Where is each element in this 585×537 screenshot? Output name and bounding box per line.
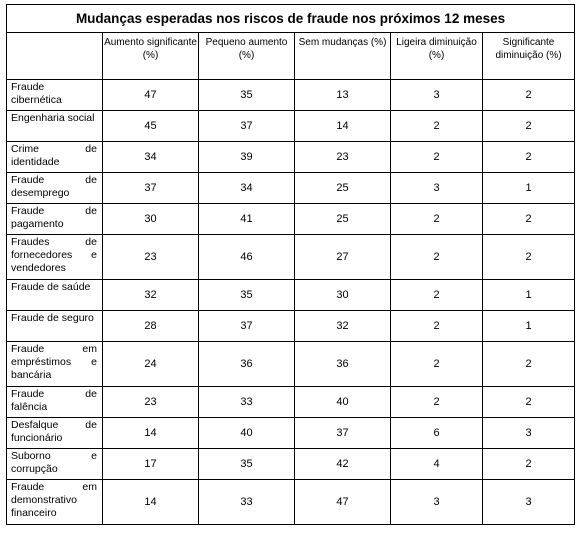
cell-value: 2 bbox=[391, 111, 483, 142]
cell-value: 2 bbox=[391, 142, 483, 173]
header-sem-mudancas: Sem mudanças (%) bbox=[295, 33, 391, 80]
cell-value: 2 bbox=[483, 142, 575, 173]
cell-value: 2 bbox=[483, 342, 575, 387]
table-row bbox=[7, 311, 575, 342]
cell-value: 14 bbox=[103, 418, 199, 449]
cell-value: 37 bbox=[103, 173, 199, 204]
cell-value: 33 bbox=[199, 387, 295, 418]
cell-value: 35 bbox=[199, 280, 295, 311]
row-label: Fraude em demonstrativo financeiro bbox=[7, 480, 103, 525]
table-row bbox=[7, 418, 575, 449]
fraud-risk-table bbox=[6, 4, 575, 525]
cell-value: 36 bbox=[295, 342, 391, 387]
table-body bbox=[7, 80, 575, 525]
header-row bbox=[7, 33, 575, 80]
cell-value: 17 bbox=[103, 449, 199, 480]
cell-value: 28 bbox=[103, 311, 199, 342]
cell-value: 3 bbox=[483, 418, 575, 449]
table-row bbox=[7, 480, 575, 525]
cell-value: 32 bbox=[103, 280, 199, 311]
cell-value: 2 bbox=[391, 311, 483, 342]
cell-value: 24 bbox=[103, 342, 199, 387]
cell-value: 3 bbox=[391, 173, 483, 204]
cell-value: 2 bbox=[483, 387, 575, 418]
cell-value: 1 bbox=[483, 311, 575, 342]
cell-value: 1 bbox=[483, 173, 575, 204]
cell-value: 47 bbox=[295, 480, 391, 525]
table-row bbox=[7, 387, 575, 418]
row-label: Fraude em empréstimos e bancária bbox=[7, 342, 103, 387]
cell-value: 32 bbox=[295, 311, 391, 342]
cell-value: 41 bbox=[199, 204, 295, 235]
row-label: Fraude de seguro bbox=[7, 311, 103, 342]
cell-value: 36 bbox=[199, 342, 295, 387]
row-label: Crime de identidade bbox=[7, 142, 103, 173]
cell-value: 37 bbox=[199, 311, 295, 342]
header-ligeira-diminuicao: Ligeira diminuição (%) bbox=[391, 33, 483, 80]
cell-value: 2 bbox=[483, 80, 575, 111]
table-row bbox=[7, 449, 575, 480]
cell-value: 3 bbox=[391, 80, 483, 111]
header-pequeno-aumento: Pequeno aumento (%) bbox=[199, 33, 295, 80]
cell-value: 2 bbox=[391, 235, 483, 280]
row-label: Engenharia social bbox=[7, 111, 103, 142]
cell-value: 40 bbox=[199, 418, 295, 449]
row-label: Desfalque de funcionário bbox=[7, 418, 103, 449]
table-row bbox=[7, 173, 575, 204]
cell-value: 23 bbox=[295, 142, 391, 173]
cell-value: 27 bbox=[295, 235, 391, 280]
cell-value: 47 bbox=[103, 80, 199, 111]
row-label: Fraude de desemprego bbox=[7, 173, 103, 204]
row-label: Fraude cibernética bbox=[7, 80, 103, 111]
cell-value: 23 bbox=[103, 235, 199, 280]
header-corner bbox=[7, 33, 103, 80]
row-label: Suborno e corrupção bbox=[7, 449, 103, 480]
table-row bbox=[7, 80, 575, 111]
table-row bbox=[7, 204, 575, 235]
cell-value: 45 bbox=[103, 111, 199, 142]
cell-value: 33 bbox=[199, 480, 295, 525]
cell-value: 25 bbox=[295, 204, 391, 235]
cell-value: 4 bbox=[391, 449, 483, 480]
table-title: Mudanças esperadas nos riscos de fraude nos próximos 12 meses bbox=[7, 5, 575, 33]
cell-value: 3 bbox=[391, 480, 483, 525]
title-row bbox=[7, 5, 575, 33]
cell-value: 2 bbox=[391, 342, 483, 387]
table-row bbox=[7, 235, 575, 280]
cell-value: 13 bbox=[295, 80, 391, 111]
cell-value: 1 bbox=[483, 280, 575, 311]
row-label: Fraude de saúde bbox=[7, 280, 103, 311]
fraud-risk-table-container bbox=[6, 4, 575, 525]
table-row bbox=[7, 142, 575, 173]
cell-value: 39 bbox=[199, 142, 295, 173]
table-row bbox=[7, 111, 575, 142]
cell-value: 30 bbox=[103, 204, 199, 235]
cell-value: 40 bbox=[295, 387, 391, 418]
cell-value: 34 bbox=[199, 173, 295, 204]
cell-value: 35 bbox=[199, 449, 295, 480]
cell-value: 3 bbox=[483, 480, 575, 525]
cell-value: 25 bbox=[295, 173, 391, 204]
row-label: Fraudes de fornecedores e vendedores bbox=[7, 235, 103, 280]
cell-value: 2 bbox=[391, 280, 483, 311]
cell-value: 2 bbox=[391, 204, 483, 235]
cell-value: 14 bbox=[295, 111, 391, 142]
cell-value: 2 bbox=[483, 449, 575, 480]
cell-value: 34 bbox=[103, 142, 199, 173]
cell-value: 2 bbox=[483, 111, 575, 142]
cell-value: 2 bbox=[391, 387, 483, 418]
cell-value: 37 bbox=[295, 418, 391, 449]
cell-value: 42 bbox=[295, 449, 391, 480]
cell-value: 2 bbox=[483, 204, 575, 235]
table-row bbox=[7, 280, 575, 311]
row-label: Fraude de pagamento bbox=[7, 204, 103, 235]
cell-value: 35 bbox=[199, 80, 295, 111]
cell-value: 6 bbox=[391, 418, 483, 449]
header-aumento-significante: Aumento significante (%) bbox=[103, 33, 199, 80]
header-significante-diminuicao: Significante diminuição (%) bbox=[483, 33, 575, 80]
table-row bbox=[7, 342, 575, 387]
cell-value: 37 bbox=[199, 111, 295, 142]
cell-value: 2 bbox=[483, 235, 575, 280]
cell-value: 46 bbox=[199, 235, 295, 280]
cell-value: 14 bbox=[103, 480, 199, 525]
cell-value: 30 bbox=[295, 280, 391, 311]
cell-value: 23 bbox=[103, 387, 199, 418]
row-label: Fraude de falência bbox=[7, 387, 103, 418]
